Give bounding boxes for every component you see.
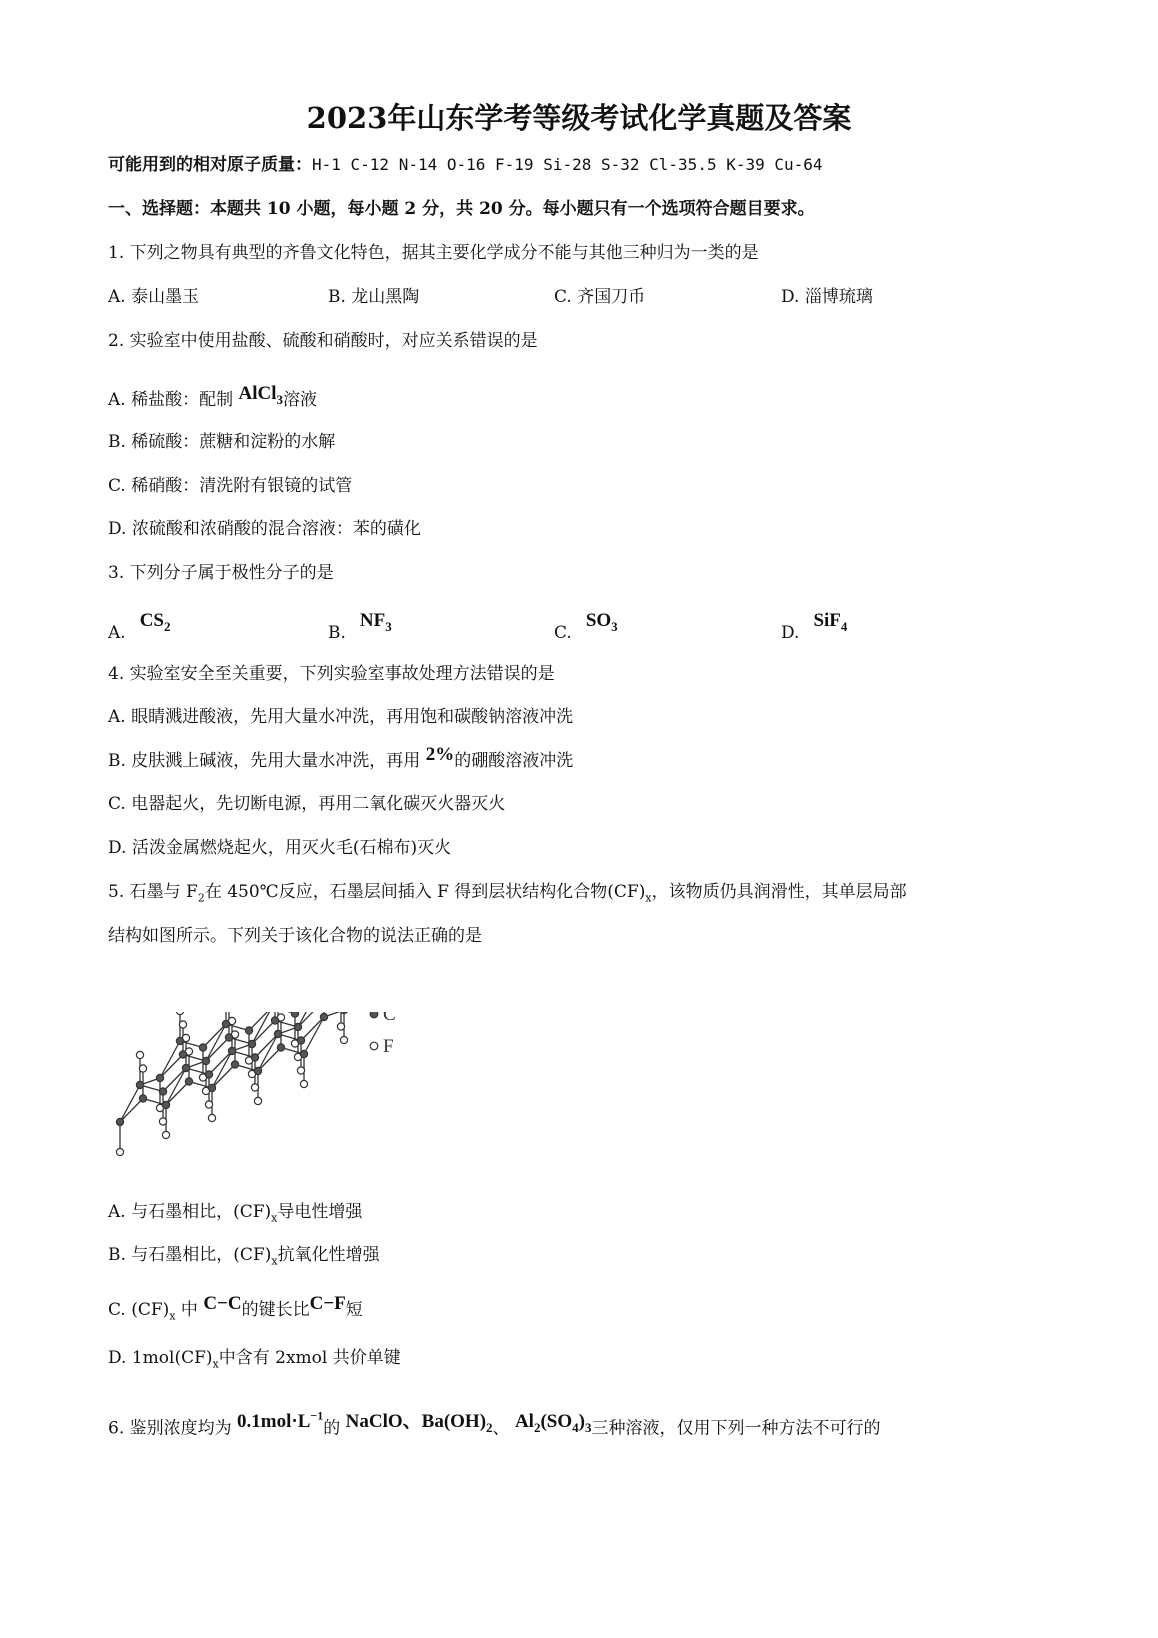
question-4-option-a: A. 眼睛溅进酸液，先用大量水冲洗，再用饱和碳酸钠溶液冲洗 [108,707,574,727]
subscript: x [271,1254,278,1268]
option-a [108,610,171,651]
stem-text: 在 450℃反应，石墨层间插入 F 得到层状结构化合物(CF) [204,882,646,902]
fluorine-atom [208,1114,215,1121]
question-2-option-c: C. 稀硝酸：清洗附有银镜的试管 [108,476,353,496]
question-5-option-d [108,1346,401,1376]
option-text: 抗氧化性增强 [277,1245,380,1265]
option-c: C. 齐国刀币 [554,287,646,307]
question-5-option-a [108,1200,362,1230]
formula-al2so43 [514,1411,592,1436]
carbon-atom [225,1034,232,1041]
fluorine-legend-marker [370,1042,378,1050]
bond-c-f: C−F [309,1293,346,1314]
formula-text: SO [585,610,612,631]
bond-line [166,1068,186,1105]
question-5-option-b [108,1243,380,1273]
formula-text: SiF [813,610,841,631]
stem-text: 、 [492,1418,515,1439]
formula-subscript: 3 [276,391,283,407]
concentration-text: 0.1mol·L [237,1411,311,1433]
carbon-atom [162,1101,169,1108]
carbon-atom [320,1013,327,1020]
bond-c-c: C−C [203,1293,242,1314]
bond-line [120,1085,140,1122]
carbon-atom [116,1118,123,1125]
formula-subscript: 4 [572,1420,579,1436]
question-5-option-c [108,1293,363,1328]
carbon-atom [202,1057,209,1064]
fluorine-atom [139,1065,146,1072]
option-letter: C. [554,623,572,643]
question-4-stem: 4. 实验室安全至关重要，下列实验室事故处理方法错误的是 [108,664,555,684]
carbon-atom [231,1061,238,1068]
cf-structure-figure [108,1012,438,1227]
formula-nf3 [359,610,392,634]
option-a-suffix: 溶液 [283,390,317,410]
subscript: x [645,891,652,905]
option-d: D. 淄博琉璃 [781,287,873,307]
fluorine-atom [162,1131,169,1138]
carbon-atom [340,1012,347,1014]
formula-sif4 [813,610,848,634]
question-2-stem: 2. 实验室中使用盐酸、硫酸和硝酸时，对应关系错误的是 [108,331,538,351]
stem-text: 6. 鉴别浓度均为 [108,1418,238,1439]
formula-subscript: 3 [385,618,392,634]
carbon-atom [251,1054,258,1061]
carbon-atom [297,1037,304,1044]
option-d [781,610,848,651]
fluorine-atom [205,1101,212,1108]
question-5-stem-line1 [108,880,907,910]
option-text: 短 [345,1300,363,1320]
carbon-atom [274,1030,281,1037]
fluorine-atom [176,1012,183,1015]
formula-text: Al [514,1411,534,1433]
legend-label-f: F [383,1036,394,1057]
stem-text: 三种溶液，仅用下列一种方法不可行的 [591,1418,881,1439]
stem-text: ，该物质仍具润滑性，其单层局部 [651,882,907,902]
formula-subscript: 2 [486,1420,493,1436]
question-3-stem: 3. 下列分子属于极性分子的是 [108,563,334,583]
option-text: 中 [175,1300,204,1320]
option-letter: D. [781,623,800,643]
section-heading: 一、选择题：本题共 10 小题，每小题 2 分，共 20 分。每小题只有一个选项符合题目要求。 [108,199,815,219]
formula-text: CS [139,610,164,631]
fluorine-atom [251,1084,258,1091]
question-2-option-b: B. 稀硫酸：蔗糖和淀粉的水解 [108,432,336,452]
stem-text: 5. 石墨与 F [108,882,198,902]
subscript: x [169,1309,176,1323]
carbon-atom [199,1044,206,1051]
formula-naclo-baoh2 [345,1411,493,1436]
option-a: A. 泰山墨玉 [108,287,200,307]
fluorine-atom [297,1067,304,1074]
fluorine-atom [300,1080,307,1087]
option-b [328,610,392,651]
fluorine-atom [179,1021,186,1028]
fluorine-atom [254,1097,261,1104]
question-6-stem [108,1410,880,1446]
formula-so3 [585,610,618,634]
carbon-atom [248,1040,255,1047]
option-b: B. 龙山黑陶 [328,287,420,307]
formula-text: (SO [540,1411,573,1433]
carbon-atom [159,1088,166,1095]
carbon-atom [245,1027,252,1034]
formula-text: ) [578,1411,585,1433]
bond-line [206,1024,226,1061]
atomic-masses [108,153,823,177]
formula-alcl3 [238,383,284,407]
carbon-atom [136,1081,143,1088]
formula-subscript: 3 [584,1420,592,1436]
fluorine-atom [340,1036,347,1043]
formula-subscript: 2 [533,1420,541,1436]
carbon-atom [205,1071,212,1078]
question-5-stem-line2: 结构如图所示。下列关于该化合物的说法正确的是 [108,926,482,946]
concentration [237,1411,323,1432]
carbon-legend-marker [370,1012,378,1018]
fluorine-atom [159,1118,166,1125]
question-4-option-b [108,744,574,773]
atomic-masses-label: 可能用到的相对原子质量： [108,155,312,175]
formula-subscript: 4 [840,618,848,634]
bond-line [212,1051,232,1088]
option-letter: A. [108,623,126,643]
subscript: 2 [197,891,205,905]
option-text: A. 与石墨相比，(CF) [108,1202,272,1222]
question-2-option-d: D. 浓硫酸和浓硝酸的混合溶液：苯的磺化 [108,519,421,539]
bond-line [304,1017,324,1054]
cf-structure-diagram [108,1012,438,1227]
stem-text: 的 [323,1418,346,1439]
page-title: 2023年山东学考等级考试化学真题及答案 [306,101,852,135]
option-b-text: B. 皮肤溅上碱液，先用大量水冲洗，再用 [108,751,426,771]
question-2-option-a [108,383,317,418]
option-letter: B. [328,623,346,643]
option-a-text: A. 稀盐酸：配制 [108,390,239,410]
option-b-suffix: 的硼酸溶液冲洗 [454,751,574,771]
bond-line [160,1041,180,1078]
carbon-atom [182,1064,189,1071]
carbon-atom [277,1044,284,1051]
subscript: x [271,1211,278,1225]
fluorine-atom [337,1023,344,1030]
superscript: −1 [310,1409,324,1423]
fluorine-atom [116,1148,123,1155]
option-text: C. (CF) [108,1300,170,1320]
carbon-atom [185,1078,192,1085]
percent-value: 2% [425,744,455,765]
formula-text: AlCl [238,383,277,404]
carbon-atom [156,1074,163,1081]
carbon-atom [208,1084,215,1091]
carbon-atom [222,1020,229,1027]
formula-cs2 [139,610,171,634]
option-text: 中含有 2xmol 共价单键 [218,1348,401,1368]
formula-text: NaClO、Ba(OH) [345,1411,487,1433]
formula-text: NF [359,610,386,631]
bond-line [258,1034,278,1071]
option-text: 的键长比 [241,1300,310,1320]
carbon-atom [228,1047,235,1054]
carbon-atom [294,1023,301,1030]
question-4-option-d: D. 活泼金属燃烧起火，用灭火毛(石棉布)灭火 [108,838,452,858]
legend-label-c: C [383,1012,396,1025]
carbon-atom [179,1051,186,1058]
fluorine-atom [136,1051,143,1058]
subscript: x [212,1357,219,1371]
question-1-stem: 1. 下列之物具有典型的齐鲁文化特色，据其主要化学成分不能与其他三种归为一类的是 [108,243,759,263]
carbon-atom [300,1050,307,1057]
carbon-atom [291,1012,298,1017]
option-text: D. 1mol(CF) [108,1348,213,1368]
option-c [554,610,618,651]
carbon-atom [139,1095,146,1102]
carbon-atom [176,1037,183,1044]
figure-legend [370,1012,395,1057]
carbon-atom [254,1067,261,1074]
option-text: 导电性增强 [277,1202,363,1222]
question-4-option-c: C. 电器起火，先切断电源，再用二氧化碳灭火器灭火 [108,794,506,814]
option-text: B. 与石墨相比，(CF) [108,1245,272,1265]
formula-subscript: 3 [611,618,618,634]
atomic-masses-values: H-1 C-12 N-14 O-16 F-19 Si-28 S-32 Cl-35.5 K-39 Cu-64 [312,155,823,174]
carbon-atom [271,1017,278,1024]
formula-subscript: 2 [163,618,171,634]
